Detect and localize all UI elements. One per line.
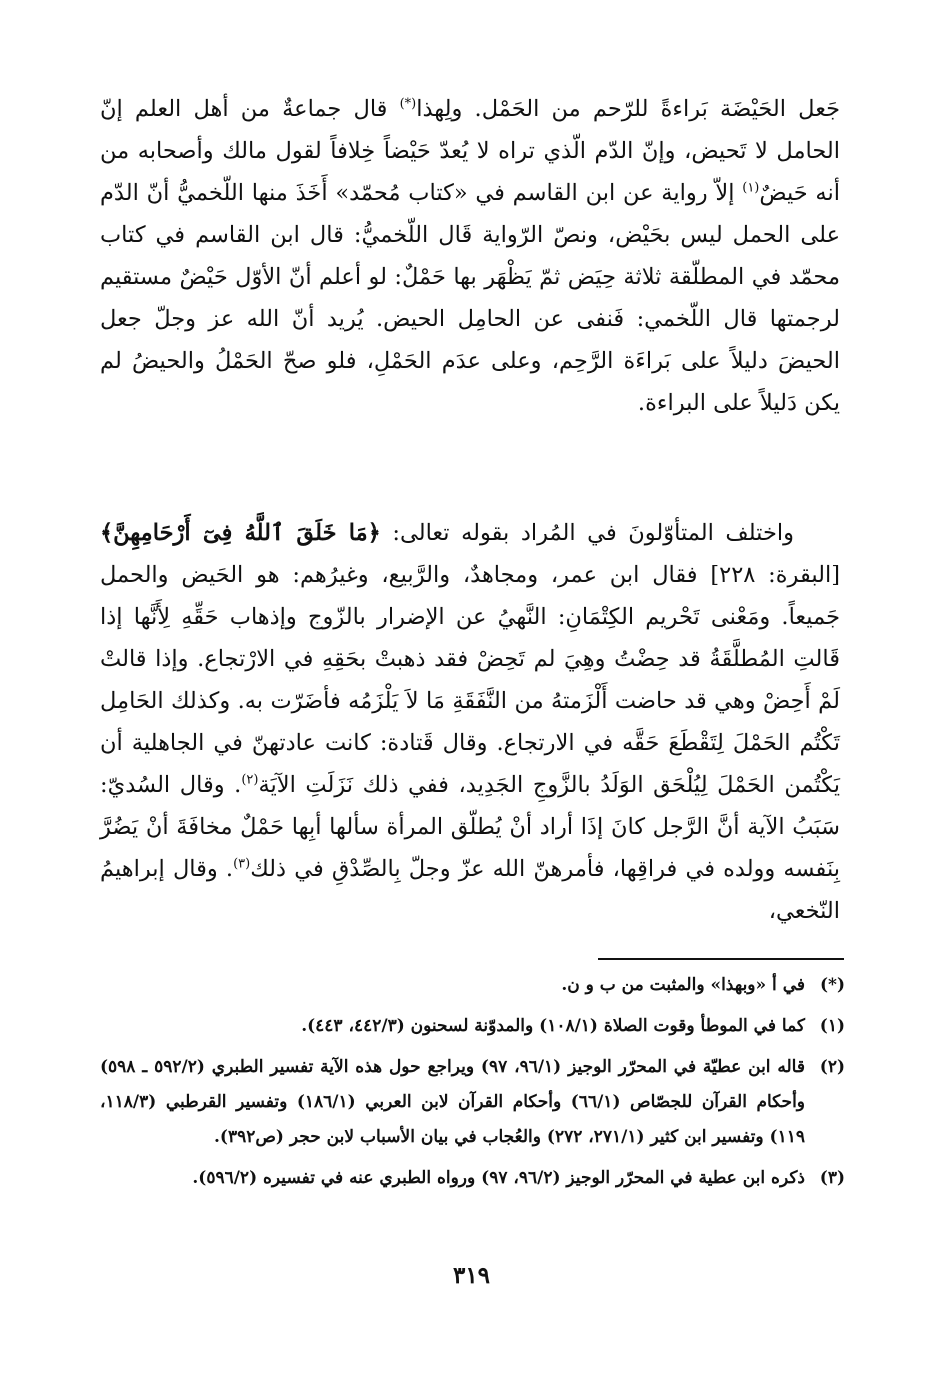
footnote-ref-3[interactable]: (٣) [233, 856, 251, 872]
footnote-2 [100, 1050, 845, 1155]
paragraph-2-part-b: [البقرة: ٢٢٨] فقال ابن عمر، ومجاهدٌ، والرَّبيع، وغيرُهم: هو الحَيض والحمل جَميعاً. ومَعْنى تَحْريم الكِتْمَانِ: النَّهيُ عن الإضرار بالزّوج وإذهاب حَقِّهِ لِأَنَّها إذا قَالتِ المُطلَّقَةُ قد حِضْتُ وهِيَ لم تَحِضْ فقد ذهبتْ بحَقِهِ في الارْتجاع. وإذا قالتْ لَمْ أَحِضْ وهي قد حاضت أَلْزَمتهُ من النَّفَقَةِ مَا لاَ يَلْزَمُه فأضَرّت به. وكذلك الحَامِل تَكْتُم الحَمْلَ لِتَقْطَعَ حَقَّه في الارتجاع. وقال قَتادة: كانت عادتهنّ في الجاهلية أن يَكْتُمن الحَمْلَ لِيُلْحَق الوَلَدُ بالزَّوجِ الجَدِيد، ففي ذلك نَزَلَتِ الآيَة [100, 562, 840, 798]
footnote-text: في أ «وبهذا» والمثبت من ب و ن. [561, 975, 805, 995]
paragraph-1-part-b: قال جماعةٌ من أهل العلم إنّ الحامل لا تَحيض، وإنّ الدّم الّذي تراه لا يُعدّ حَيْضاً خِلافاً لقول مالك وأصحابه من أنه حَيضٌ [100, 96, 840, 206]
paragraph-1 [100, 88, 840, 424]
footnote-3 [100, 1161, 845, 1196]
footnote-text: كما في الموطأ وقوت الصلاة (١٠٨/١) والمدوّنة لسحنون (٤٤٢/٣، ٤٤٣). [301, 1016, 805, 1036]
footnotes-list [100, 968, 845, 1196]
footnote-ref-1[interactable]: (١) [742, 180, 760, 196]
paragraph-2-part-a: واختلف المتأوّلونَ في المُراد بقوله تعالى: [380, 520, 794, 546]
paragraph-2 [100, 512, 840, 932]
footnote-text: قاله ابن عطيّة في المحرّر الوجيز (٩٦/١، ٩٧) ويراجع حول هذه الآية تفسير الطبري (٥٩٢/٢ ـ ٥٩٨) وأحكام القرآن للجصّاص (٦٦/١) وأحكام القرآن لابن العربي (١٨٦/١) وتفسير القرطبي (١١٨/٣، ١١٩) وتفسير ابن كثير (٢٧١/١، ٢٧٢) والعُجاب في بيان الأسباب لابن حجر (ص٣٩٢). [100, 1057, 805, 1147]
footnote-text: ذكره ابن عطية في المحرّر الوجيز (٩٦/٢، ٩٧) ورواه الطبري عنه في تفسيره (٥٩٦/٢). [192, 1168, 805, 1188]
paragraph-1-part-c: إلاّ رواية عن ابن القاسم في «كتاب مُحمّد» أَخَذَ منها اللّخميُّ أنّ الدّم على الحمل ليس بحَيْض، ونصّ الرّواية قَال اللّخميُّ: قال ابن القاسم في كتاب محمّد في المطلّقة ثلاثة حِيَض ثمّ يَظْهَر بها حَمْلٌ: لو أعلم أنّ الأوّل حَيْضٌ مستقيم لرجمتها قال اللّخمي: فَنفى عن الحامِل الحيض. يُريد أنّ الله عز وجلّ جعل الحيضَ دليلاً على بَراءَة الرَّحِم، وعلى عدَم الحَمْلِ، فلو صحّ الحَمْلُ والحيضُ لم يكن دَليلاً على البراءة. [100, 180, 840, 416]
footnote-mark: (٢) [819, 1057, 845, 1077]
paragraph-1-part-a: جَعل الحَيْضَة بَراءةً للرّحم من الحَمْل. ولِهذا [416, 96, 840, 122]
footnote-mark: (*) [820, 975, 845, 995]
footnote-1 [100, 1009, 845, 1044]
footnote-separator [598, 958, 844, 960]
footnote-ref-2[interactable]: (٢) [241, 772, 259, 788]
footnote-star [100, 968, 845, 1003]
footnote-ref-star[interactable]: (*) [399, 96, 417, 112]
paragraph-2-part-d: . وقال إبراهيمُ النّخعي، [100, 856, 840, 924]
quran-verse: ﴿مَا خَلَقَ ٱللَّهُ فِىٓ أَرْحَامِهِنَّ﴾ [100, 520, 381, 546]
paragraph-2-part-c: . وقال السُديّ: سَبَبُ الآية أنَّ الرَّجل كانَ إذَا أراد أنْ يُطلّق المرأة سألها أبِها حَمْلٌ مخافَةَ أنْ يَضُرَّ بِنَفسه وولده في فراقِها، فأمرهنّ الله عزّ وجلّ بِالصِّدْقِ في ذلك [100, 772, 840, 882]
footnote-mark: (٣) [819, 1168, 845, 1188]
page-number: ٣١٩ [452, 1262, 491, 1289]
footnote-mark: (١) [819, 1016, 845, 1036]
